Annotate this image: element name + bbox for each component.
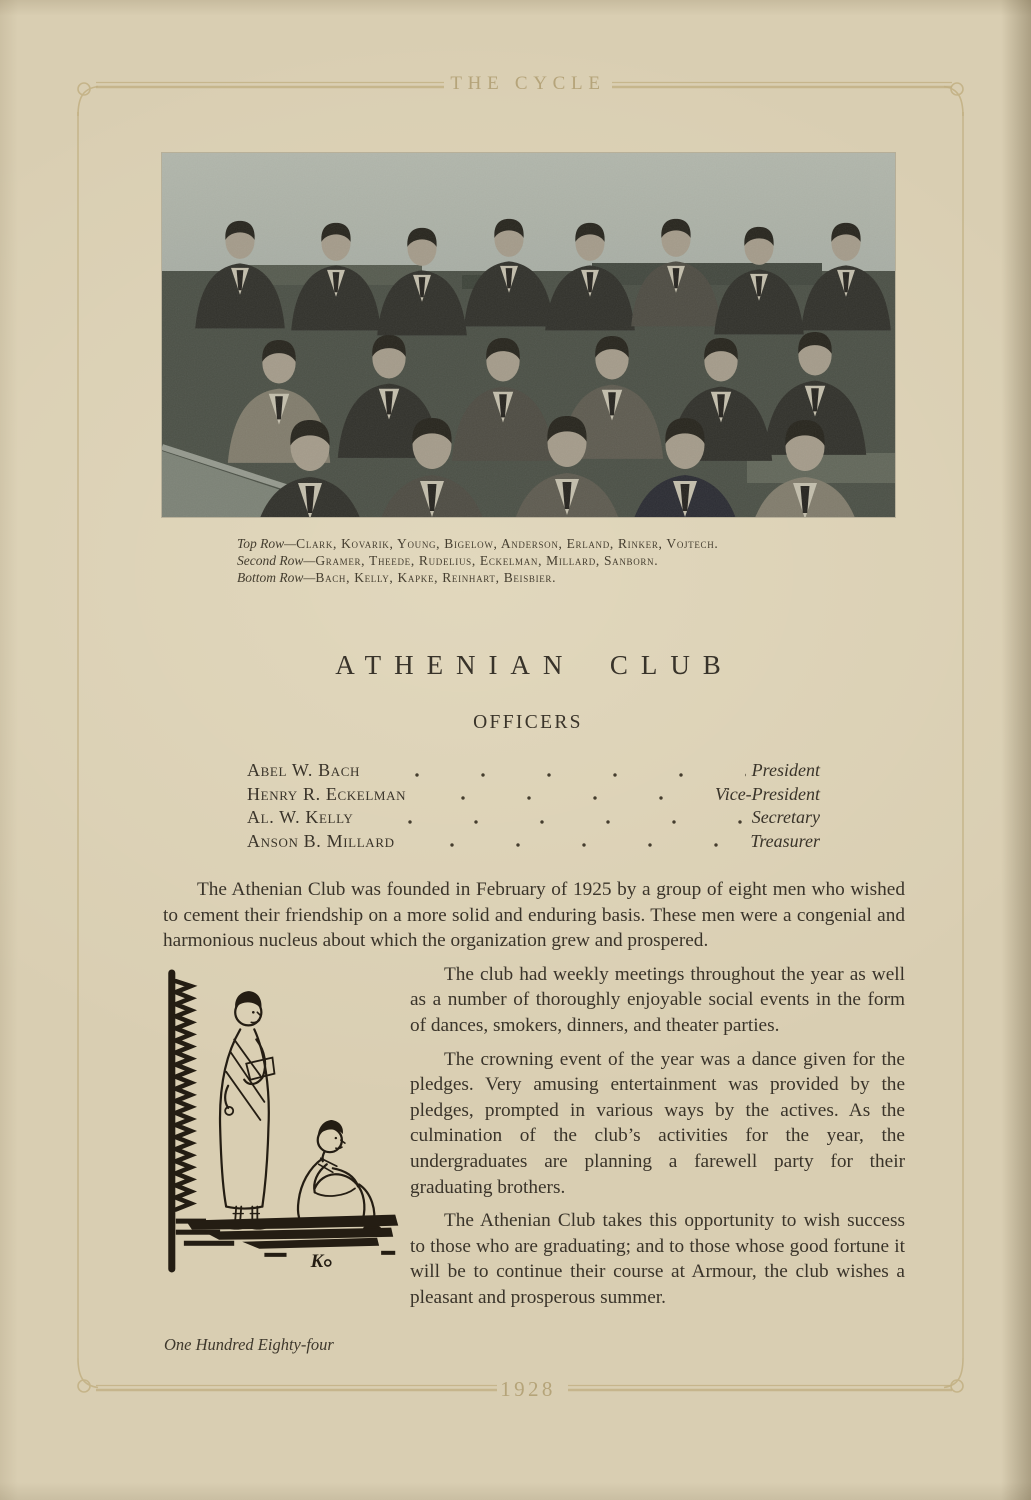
standing-figure — [220, 991, 274, 1230]
dot-leader — [416, 784, 709, 808]
club-illustration — [163, 962, 410, 1279]
group-photo-art — [162, 153, 895, 517]
caption-row-names: Clark, Kovarik, Young, Bigelow, Anderson, Erland, Rinker, Vojtech. — [296, 536, 719, 551]
dot-leader — [363, 807, 745, 831]
footer-year: 1928 — [500, 1377, 556, 1401]
paragraph: The Athenian Club takes this opportunity to wish success to those who are graduating; and to those whose good fortune it will be to continue their course at Armour, the club wishes a pleasant and prosperous summer. — [410, 1210, 905, 1308]
officers-heading: OFFICERS — [473, 712, 583, 733]
wrapped-column — [410, 962, 905, 1319]
artist-signature — [310, 1251, 331, 1272]
officer-title: Vice-President — [715, 783, 820, 804]
photo-caption — [237, 535, 857, 586]
caption-line — [237, 535, 857, 552]
lower-section — [163, 962, 905, 1319]
caption-row-names: Gramer, Theede, Rudelius, Eckelman, Millard, Sanborn. — [315, 553, 659, 568]
officer-name: Henry R. Eckelman — [247, 783, 407, 804]
officer-row — [247, 760, 820, 784]
caption-row-label: Bottom Row— — [237, 570, 316, 585]
officer-name: Abel W. Bach — [247, 760, 361, 780]
officer-name: Al. W. Kelly — [247, 807, 354, 827]
ground-shading — [186, 1214, 398, 1256]
paragraph: The Athenian Club was founded in February of 1925 by a group of eight men who wished to cement their friendship on a more solid and enduring basis. These men were a congenial and harmonious nucleus about which the organization grew and prospered. — [163, 879, 905, 952]
officer-row — [247, 784, 820, 808]
photo-grain — [162, 153, 895, 517]
article-body — [163, 877, 905, 1319]
caption-line — [237, 552, 857, 569]
officer-row — [247, 807, 820, 831]
page-title: ATHENIAN CLUB — [335, 650, 734, 680]
page-folio: One Hundred Eighty-four — [164, 1335, 334, 1354]
caption-row-label: Second Row— — [237, 553, 316, 568]
officer-title: President — [751, 760, 820, 780]
officer-row — [247, 831, 820, 855]
officers-list — [247, 760, 820, 854]
paragraph: The crowning event of the year was a dance given for the pledges. Very amusing entertainment was provided by the pledges, prompted in various ways by the actives. As the culmination of the club’s activities for the year, the undergraduates are planning a farewell party for their graduating brothers. — [410, 1048, 905, 1198]
caption-line — [237, 569, 857, 586]
group-photo — [162, 153, 895, 517]
officer-name: Anson B. Millard — [247, 830, 395, 851]
dot-leader — [405, 831, 745, 855]
masthead-title: THE CYCLE — [450, 73, 606, 94]
caption-row-names: Bach, Kelly, Kapke, Reinhart, Beisbier. — [315, 570, 557, 585]
officer-title: Treasurer — [750, 830, 820, 851]
svg-text:K: K — [310, 1250, 324, 1272]
page-edge-shadow-bottom — [0, 1482, 1031, 1500]
toga-figures-art — [163, 967, 401, 1279]
caption-row-label: Top Row— — [237, 536, 297, 551]
dot-leader — [370, 760, 746, 784]
officer-title: Secretary — [751, 807, 820, 827]
paragraph: The club had weekly meetings throughout the year as well as a number of thoroughly enjoyable social events in the form of dances, smokers, dinners, and theater parties. — [410, 963, 905, 1036]
page-edge-shadow-right — [1001, 0, 1031, 1500]
